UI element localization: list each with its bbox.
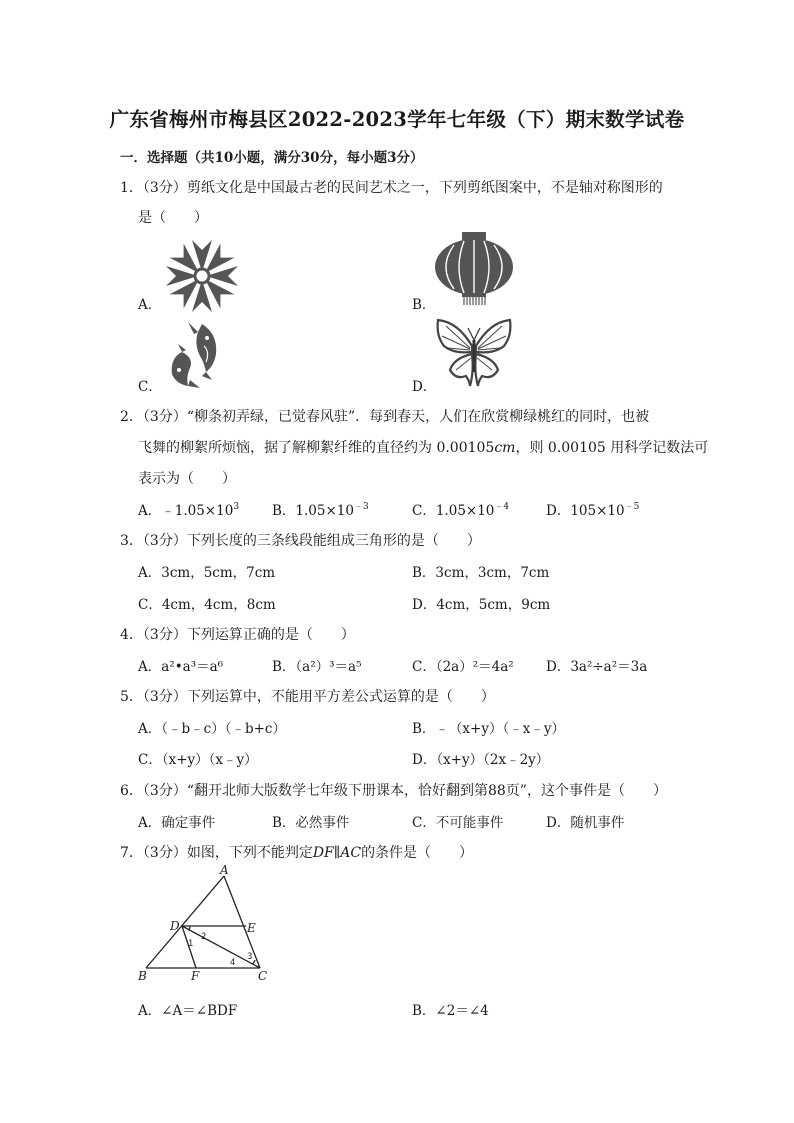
q4-option-a: A．a²•a³＝a⁶ (138, 659, 224, 675)
question-4-stem: 4．（3分）下列运算正确的是（ ） (120, 627, 355, 643)
q2-option-a: A．$﹣1.05\times 10^3$ (138, 502, 240, 519)
q7-option-b: B．∠2＝∠4 (412, 1003, 489, 1019)
snowflake-papercut-icon (160, 234, 244, 318)
label-d: D (170, 919, 180, 933)
label-c: C (258, 969, 268, 983)
q3-option-a: A．3cm，5cm，7cm (138, 565, 276, 581)
q1-option-c-label: C． (138, 379, 162, 395)
question-2-stem-line-3: 表示为（ ） (138, 471, 236, 487)
question-2-stem-line-2: 飞舞的柳絮所烦恼，据了解柳絮纤维的直径约为 0.00105cm，则 0.00105 用科学记数法可 (138, 440, 709, 456)
question-7-stem: 7．（3分）如图，下列不能判定DF∥AC的条件是（ ） (120, 845, 474, 861)
label-f: F (191, 969, 200, 983)
q1-option-a-label: A． (138, 297, 162, 313)
label-b: B (138, 969, 147, 983)
q3-option-b: B．3cm，3cm，7cm (412, 565, 550, 581)
q6-option-d: D．随机事件 (546, 815, 625, 831)
q7-option-a: A．∠A＝∠BDF (138, 1003, 238, 1019)
question-5-stem: 5．（3分）下列运算中，不能用平方差公式运算的是（ ） (120, 689, 495, 705)
q2-option-d: D．$105\times 10^{﹣5}$ (546, 502, 640, 519)
question-3-stem: 3．（3分）下列长度的三条线段能组成三角形的是（ ） (120, 533, 481, 549)
question-1-stem-line-1: 1．（3分）剪纸文化是中国最古老的民间艺术之一，下列剪纸图案中，不是轴对称图形的 (120, 180, 663, 196)
butterfly-papercut-icon (434, 316, 514, 388)
q6-option-a: A．确定事件 (138, 815, 216, 831)
q5-option-a: A．（﹣b﹣c）（﹣b+c） (138, 721, 286, 737)
q6-option-c: C．不可能事件 (412, 815, 504, 831)
q6-option-b: B．必然事件 (272, 815, 350, 831)
q1-option-b-label: B． (412, 297, 436, 313)
angle-3-label: 3 (247, 952, 253, 962)
q3-option-c: C．4cm，4cm，8cm (138, 597, 276, 613)
q5-option-d: D．（x+y）（2x﹣2y） (412, 752, 550, 768)
page-title: 广东省梅州市梅县区2022-2023学年七年级（下）期末数学试卷 (109, 108, 685, 131)
triangle-figure (136, 863, 276, 986)
label-a: A (220, 863, 229, 877)
q4-option-c: C．（2a）²＝4a² (412, 659, 514, 675)
koi-fish-papercut-icon (160, 318, 230, 390)
question-1-stem-line-2: 是（ ） (138, 210, 208, 226)
section-heading: 一．选择题（共10小题，满分30分，每小题3分） (120, 150, 424, 166)
label-e: E (247, 921, 256, 935)
q5-option-c: C．（x+y）（x﹣y） (138, 752, 258, 768)
angle-2-label: 2 (201, 932, 207, 942)
question-2-stem-line-1: 2．（3分）“柳条初弄绿，已觉春风驻”．每到春天，人们在欣赏柳绿桃红的同时，也被 (120, 409, 650, 425)
lantern-papercut-icon (432, 230, 516, 306)
q3-option-d: D．4cm，5cm，9cm (412, 597, 551, 613)
angle-1-label: 1 (188, 939, 194, 949)
q4-option-b: B．（a²）³＝a⁵ (272, 659, 362, 675)
q5-option-b: B．﹣（x+y）（﹣x﹣y） (412, 721, 565, 737)
q1-option-d-label: D． (412, 379, 437, 395)
q2-option-b: B．$1.05\times 10^{﹣3}$ (272, 502, 369, 519)
question-6-stem: 6．（3分）“翻开北师大版数学七年级下册课本，恰好翻到第88页”，这个事件是（ ） (120, 783, 667, 799)
angle-4-label: 4 (230, 958, 236, 968)
segment-ab (146, 876, 224, 968)
q2-option-c: C．$1.05\times 10^{﹣4}$ (412, 502, 510, 519)
q4-option-d: D．3a²÷a²＝3a (546, 659, 648, 675)
